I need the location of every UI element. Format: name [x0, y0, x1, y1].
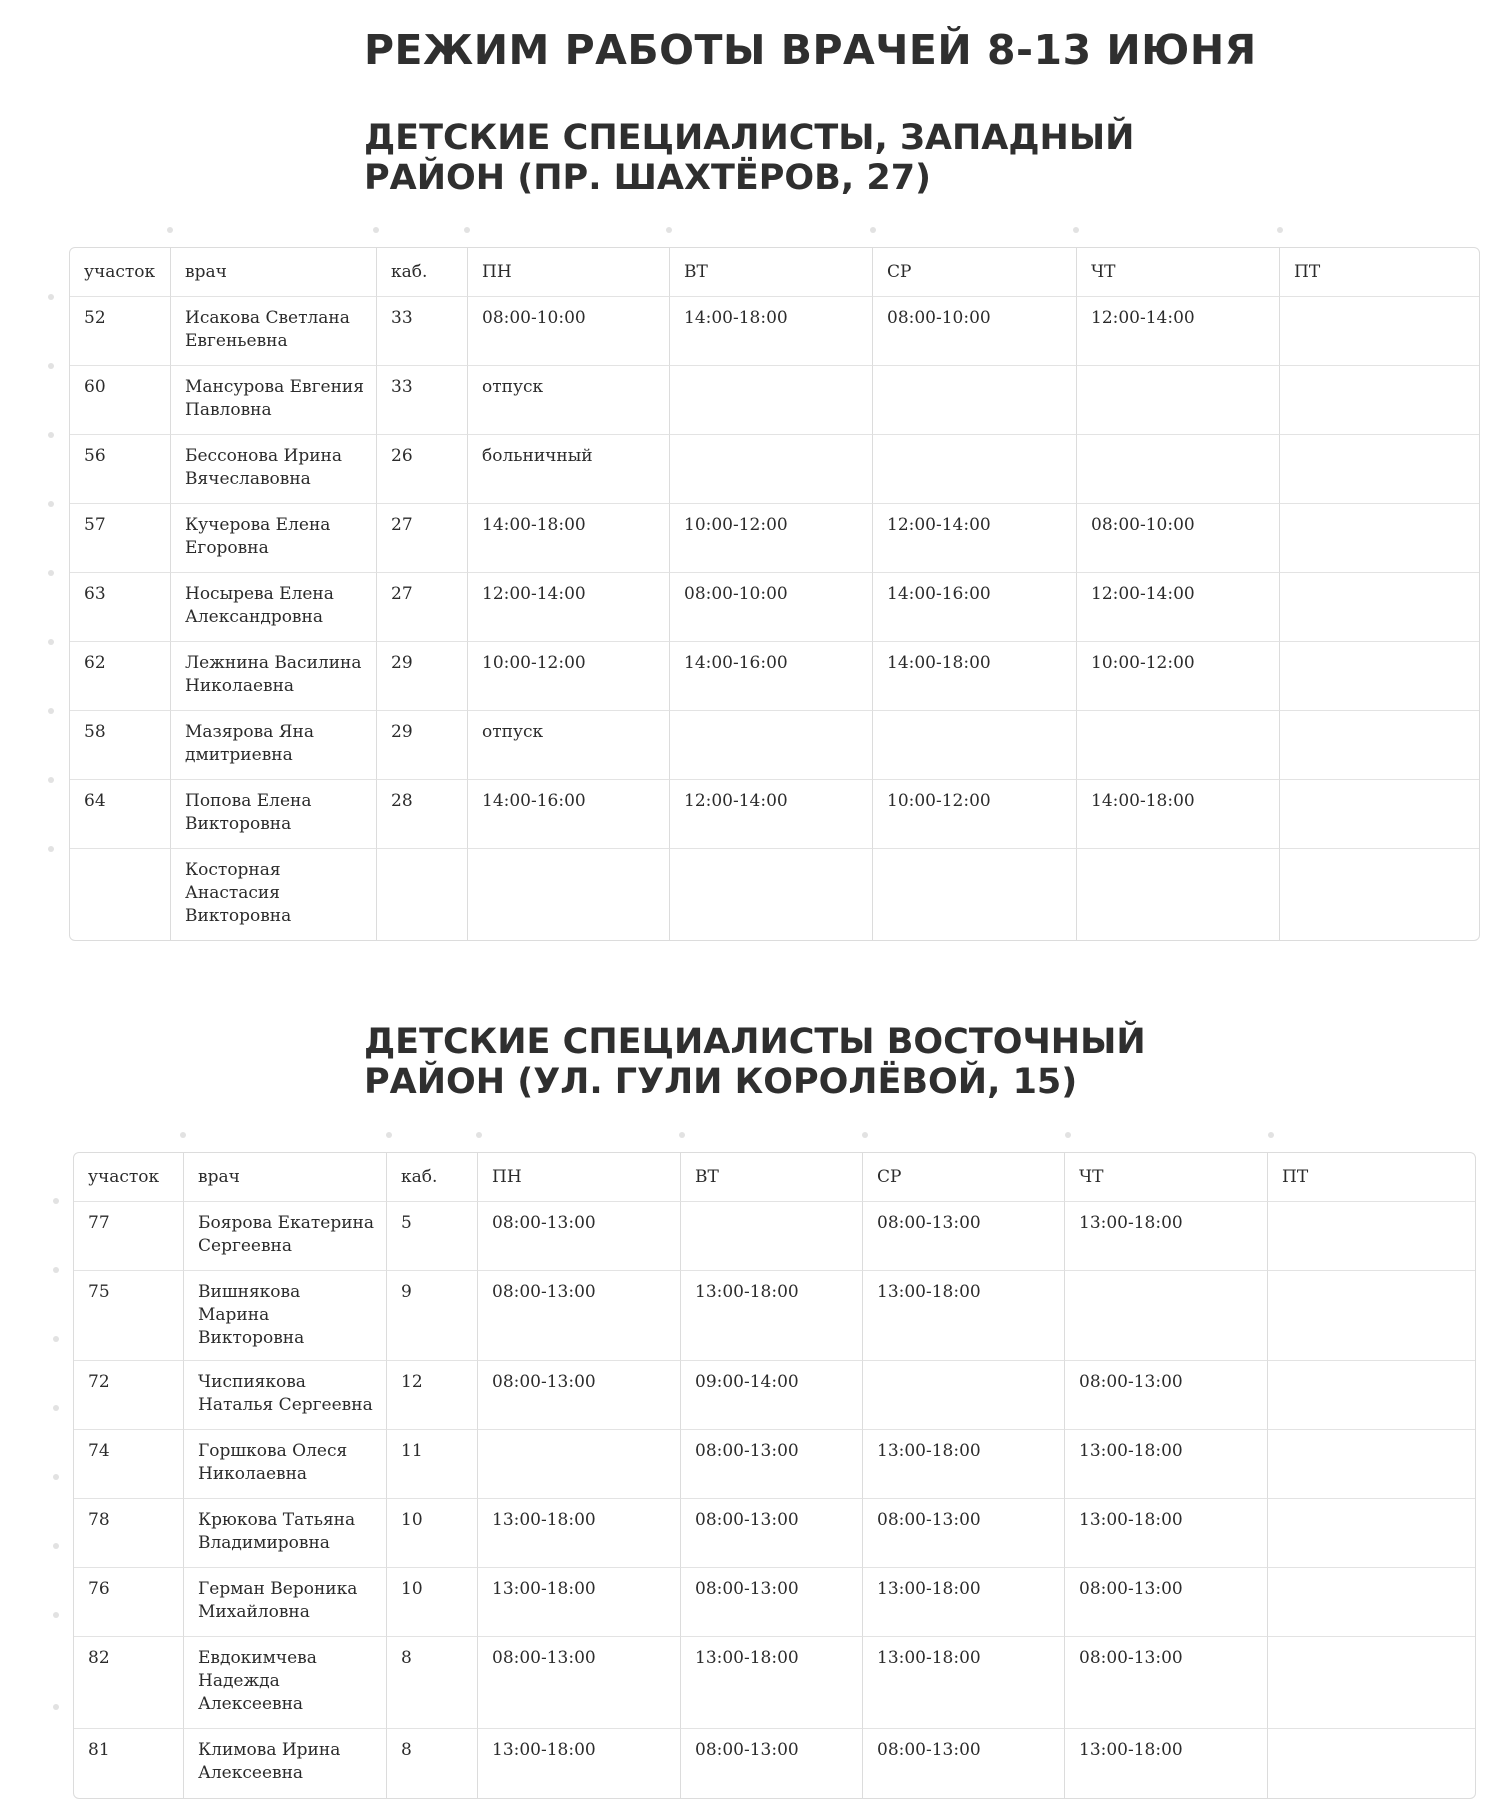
cell-fri	[1280, 366, 1479, 435]
section-title-line: РАЙОН (УЛ. ГУЛИ КОРОЛЁВОЙ, 15)	[364, 1062, 1078, 1102]
cell-uchastok: 82	[74, 1637, 184, 1729]
cell-mon	[478, 1430, 681, 1499]
table-row	[74, 1271, 1475, 1361]
cell-doctor: Мазярова Яна дмитриевна	[171, 711, 377, 780]
cell-kab: 26	[377, 435, 468, 504]
cell-mon: больничный	[468, 435, 670, 504]
cell-thu: 14:00-18:00	[1077, 780, 1280, 849]
cell-thu: 12:00-14:00	[1077, 573, 1280, 642]
cell-tue: 08:00-13:00	[681, 1729, 863, 1798]
cell-fri	[1268, 1637, 1475, 1729]
cell-uchastok: 57	[70, 504, 171, 573]
cell-wed: 08:00-13:00	[863, 1729, 1065, 1798]
table-row	[74, 1499, 1475, 1568]
cell-fri	[1280, 435, 1479, 504]
cell-thu: 08:00-13:00	[1065, 1637, 1268, 1729]
cell-wed: 13:00-18:00	[863, 1568, 1065, 1637]
cell-uchastok: 76	[74, 1568, 184, 1637]
cell-tue	[670, 711, 873, 780]
cell-wed: 14:00-18:00	[873, 642, 1077, 711]
cell-uchastok: 81	[74, 1729, 184, 1798]
section-title-line: РАЙОН (ПР. ШАХТЁРОВ, 27)	[364, 158, 932, 198]
column-header-thu: ЧТ	[1077, 248, 1280, 297]
cell-tue: 08:00-13:00	[681, 1430, 863, 1499]
cell-wed: 13:00-18:00	[863, 1637, 1065, 1729]
cell-kab: 27	[377, 573, 468, 642]
cell-thu	[1065, 1271, 1268, 1361]
cell-mon: 10:00-12:00	[468, 642, 670, 711]
cell-doctor: Носырева Елена Александровна	[171, 573, 377, 642]
cell-thu: 08:00-10:00	[1077, 504, 1280, 573]
schedule-table-east	[73, 1152, 1476, 1799]
cell-fri	[1268, 1729, 1475, 1798]
cell-wed: 08:00-10:00	[873, 297, 1077, 366]
cell-mon: 13:00-18:00	[478, 1729, 681, 1798]
cell-wed: 08:00-13:00	[863, 1202, 1065, 1271]
table-row	[70, 573, 1479, 642]
cell-mon: 14:00-18:00	[468, 504, 670, 573]
cell-fri	[1268, 1568, 1475, 1637]
cell-uchastok: 58	[70, 711, 171, 780]
table-header-row	[70, 248, 1479, 297]
cell-kab: 29	[377, 642, 468, 711]
cell-thu: 10:00-12:00	[1077, 642, 1280, 711]
cell-fri	[1280, 297, 1479, 366]
schedule-table-west	[69, 247, 1480, 941]
table-row	[70, 849, 1479, 940]
cell-doctor: Исакова Светлана Евгеньевна	[171, 297, 377, 366]
cell-thu: 13:00-18:00	[1065, 1729, 1268, 1798]
cell-uchastok: 64	[70, 780, 171, 849]
table-row	[74, 1361, 1475, 1430]
cell-wed	[873, 435, 1077, 504]
cell-fri	[1268, 1361, 1475, 1430]
cell-tue	[670, 435, 873, 504]
cell-wed: 08:00-13:00	[863, 1499, 1065, 1568]
cell-uchastok: 52	[70, 297, 171, 366]
cell-uchastok: 60	[70, 366, 171, 435]
cell-thu	[1077, 711, 1280, 780]
cell-wed: 13:00-18:00	[863, 1271, 1065, 1361]
column-header-mon: ПН	[468, 248, 670, 297]
cell-uchastok: 74	[74, 1430, 184, 1499]
column-header-tue: ВТ	[681, 1153, 863, 1202]
cell-mon: 13:00-18:00	[478, 1499, 681, 1568]
table-row	[74, 1202, 1475, 1271]
column-header-kab: каб.	[377, 248, 468, 297]
cell-doctor: Лежнина Василина Николаевна	[171, 642, 377, 711]
cell-fri	[1268, 1430, 1475, 1499]
cell-doctor: Косторная Анастасия Викторовна	[171, 849, 377, 940]
cell-kab: 29	[377, 711, 468, 780]
cell-mon: 08:00-13:00	[478, 1271, 681, 1361]
cell-doctor: Герман Вероника Михайловна	[184, 1568, 387, 1637]
table-row	[70, 780, 1479, 849]
cell-tue: 08:00-13:00	[681, 1568, 863, 1637]
cell-mon: 12:00-14:00	[468, 573, 670, 642]
cell-thu	[1077, 435, 1280, 504]
cell-doctor: Вишнякова Марина Викторовна	[184, 1271, 387, 1361]
cell-doctor: Евдокимчева Надежда Алексеевна	[184, 1637, 387, 1729]
cell-tue: 14:00-16:00	[670, 642, 873, 711]
cell-uchastok: 56	[70, 435, 171, 504]
cell-kab: 33	[377, 366, 468, 435]
column-header-fri: ПТ	[1268, 1153, 1475, 1202]
cell-mon: 08:00-13:00	[478, 1361, 681, 1430]
cell-kab: 9	[387, 1271, 478, 1361]
cell-doctor: Попова Елена Викторовна	[171, 780, 377, 849]
table-row	[70, 504, 1479, 573]
cell-kab: 10	[387, 1568, 478, 1637]
section-title-east	[364, 1022, 1146, 1102]
section-title-west	[364, 118, 1135, 198]
page-title: РЕЖИМ РАБОТЫ ВРАЧЕЙ 8-13 ИЮНЯ	[364, 26, 1257, 74]
cell-wed: 12:00-14:00	[873, 504, 1077, 573]
table-header-row	[74, 1153, 1475, 1202]
cell-wed	[863, 1361, 1065, 1430]
column-header-tue: ВТ	[670, 248, 873, 297]
cell-fri	[1268, 1499, 1475, 1568]
cell-thu: 08:00-13:00	[1065, 1361, 1268, 1430]
cell-tue	[670, 366, 873, 435]
cell-kab: 11	[387, 1430, 478, 1499]
cell-wed	[873, 849, 1077, 940]
cell-tue: 13:00-18:00	[681, 1637, 863, 1729]
cell-kab: 10	[387, 1499, 478, 1568]
cell-tue: 08:00-13:00	[681, 1499, 863, 1568]
cell-kab: 28	[377, 780, 468, 849]
table-row	[70, 435, 1479, 504]
cell-kab	[377, 849, 468, 940]
cell-kab: 33	[377, 297, 468, 366]
cell-wed	[873, 711, 1077, 780]
cell-uchastok: 63	[70, 573, 171, 642]
cell-fri	[1268, 1271, 1475, 1361]
cell-tue	[681, 1202, 863, 1271]
cell-thu: 12:00-14:00	[1077, 297, 1280, 366]
cell-thu: 13:00-18:00	[1065, 1202, 1268, 1271]
column-header-thu: ЧТ	[1065, 1153, 1268, 1202]
cell-uchastok: 78	[74, 1499, 184, 1568]
cell-doctor: Горшкова Олеся Николаевна	[184, 1430, 387, 1499]
cell-mon: отпуск	[468, 366, 670, 435]
cell-doctor: Чиспиякова Наталья Сергеевна	[184, 1361, 387, 1430]
cell-kab: 12	[387, 1361, 478, 1430]
cell-fri	[1280, 504, 1479, 573]
cell-wed: 13:00-18:00	[863, 1430, 1065, 1499]
cell-wed	[873, 366, 1077, 435]
cell-mon: 08:00-10:00	[468, 297, 670, 366]
column-header-doctor: врач	[184, 1153, 387, 1202]
table-row	[70, 297, 1479, 366]
cell-uchastok: 77	[74, 1202, 184, 1271]
cell-uchastok: 75	[74, 1271, 184, 1361]
table-row	[74, 1430, 1475, 1499]
cell-uchastok: 62	[70, 642, 171, 711]
table-row	[74, 1568, 1475, 1637]
cell-tue: 13:00-18:00	[681, 1271, 863, 1361]
cell-fri	[1280, 711, 1479, 780]
column-header-fri: ПТ	[1280, 248, 1479, 297]
cell-kab: 8	[387, 1729, 478, 1798]
cell-thu	[1077, 849, 1280, 940]
cell-mon: 14:00-16:00	[468, 780, 670, 849]
column-header-kab: каб.	[387, 1153, 478, 1202]
cell-tue: 08:00-10:00	[670, 573, 873, 642]
table-row	[74, 1729, 1475, 1798]
cell-doctor: Бессонова Ирина Вячеславовна	[171, 435, 377, 504]
cell-uchastok: 72	[74, 1361, 184, 1430]
cell-thu	[1077, 366, 1280, 435]
column-header-uchastok: участок	[74, 1153, 184, 1202]
cell-kab: 27	[377, 504, 468, 573]
cell-mon: 08:00-13:00	[478, 1202, 681, 1271]
table-row	[74, 1637, 1475, 1729]
cell-fri	[1280, 642, 1479, 711]
cell-kab: 8	[387, 1637, 478, 1729]
cell-tue: 10:00-12:00	[670, 504, 873, 573]
cell-doctor: Климова Ирина Алексеевна	[184, 1729, 387, 1798]
column-header-uchastok: участок	[70, 248, 171, 297]
cell-fri	[1280, 849, 1479, 940]
cell-tue: 09:00-14:00	[681, 1361, 863, 1430]
cell-thu: 13:00-18:00	[1065, 1430, 1268, 1499]
cell-doctor: Крюкова Татьяна Владимировна	[184, 1499, 387, 1568]
column-header-doctor: врач	[171, 248, 377, 297]
table-row	[70, 642, 1479, 711]
cell-tue: 12:00-14:00	[670, 780, 873, 849]
cell-fri	[1280, 573, 1479, 642]
cell-fri	[1280, 780, 1479, 849]
section-title-line: ДЕТСКИЕ СПЕЦИАЛИСТЫ, ЗАПАДНЫЙ	[364, 118, 1135, 158]
cell-tue: 14:00-18:00	[670, 297, 873, 366]
cell-tue	[670, 849, 873, 940]
cell-kab: 5	[387, 1202, 478, 1271]
cell-mon	[468, 849, 670, 940]
table-row	[70, 711, 1479, 780]
cell-mon: отпуск	[468, 711, 670, 780]
cell-thu: 13:00-18:00	[1065, 1499, 1268, 1568]
cell-mon: 08:00-13:00	[478, 1637, 681, 1729]
column-header-mon: ПН	[478, 1153, 681, 1202]
cell-mon: 13:00-18:00	[478, 1568, 681, 1637]
cell-doctor: Мансурова Евгения Павловна	[171, 366, 377, 435]
cell-wed: 10:00-12:00	[873, 780, 1077, 849]
column-header-wed: СР	[863, 1153, 1065, 1202]
cell-fri	[1268, 1202, 1475, 1271]
cell-thu: 08:00-13:00	[1065, 1568, 1268, 1637]
column-header-wed: СР	[873, 248, 1077, 297]
cell-doctor: Боярова Екатерина Сергеевна	[184, 1202, 387, 1271]
cell-wed: 14:00-16:00	[873, 573, 1077, 642]
table-row	[70, 366, 1479, 435]
section-title-line: ДЕТСКИЕ СПЕЦИАЛИСТЫ ВОСТОЧНЫЙ	[364, 1022, 1146, 1062]
cell-doctor: Кучерова Елена Егоровна	[171, 504, 377, 573]
cell-uchastok	[70, 849, 171, 940]
